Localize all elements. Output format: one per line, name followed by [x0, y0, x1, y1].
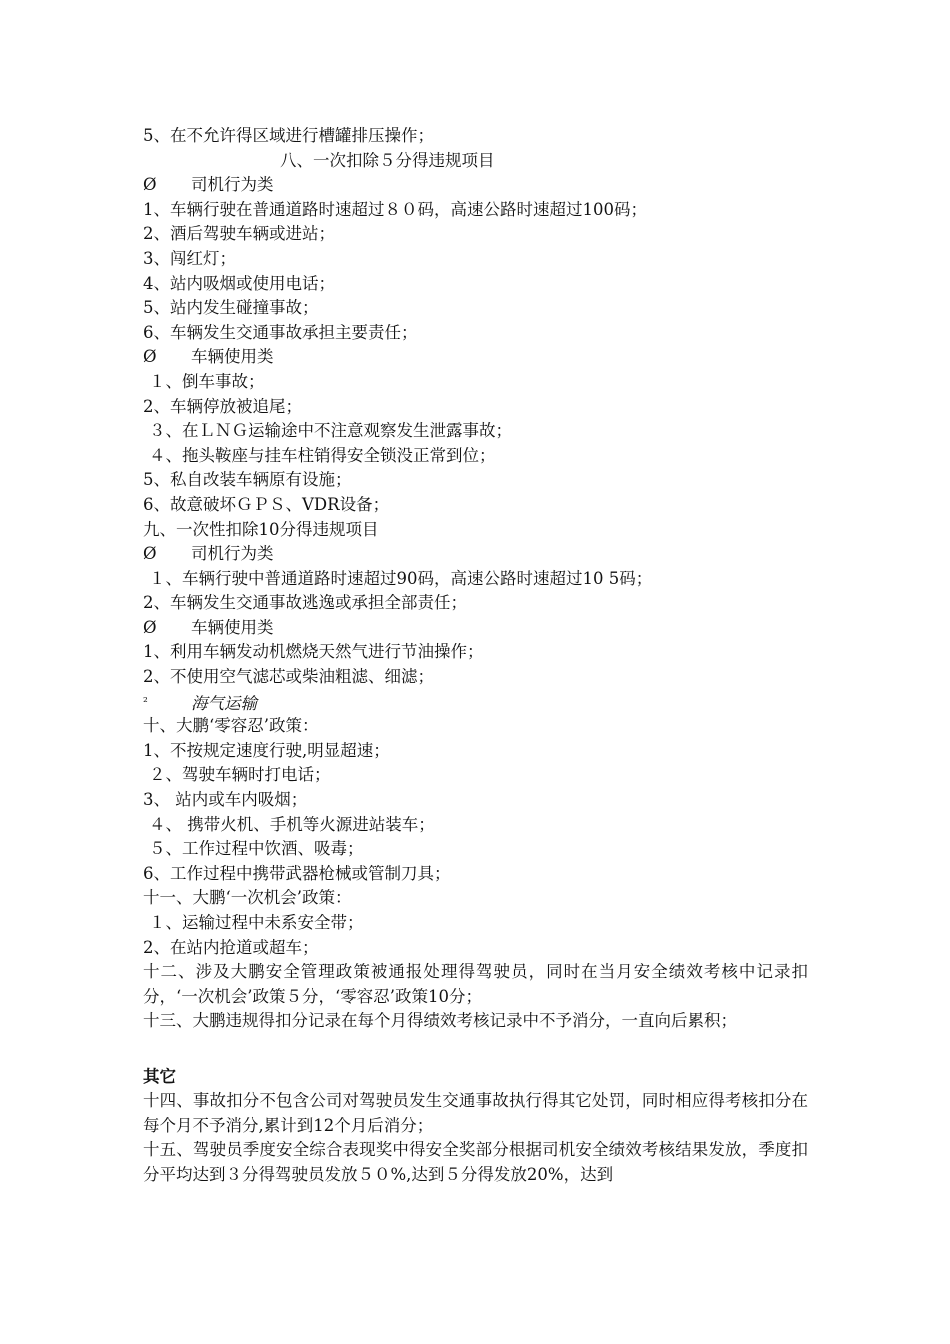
text-line: 3、 站内或车内吸烟；	[143, 790, 308, 810]
section-heading-9: 九、一次性扣除10分得违规项目	[143, 519, 379, 539]
text-line: 5、私自改装车辆原有设施；	[143, 470, 352, 490]
category-label: 车辆使用类	[191, 347, 274, 367]
text-line: ４、拖头鞍座与挂车柱销得安全锁没正常到位；	[149, 445, 496, 465]
bullet-item	[143, 173, 808, 198]
text-line: ４、 携带火机、手机等火源进站装车；	[149, 814, 435, 834]
text-line: 2、车辆停放被追尾；	[143, 396, 302, 416]
text-line: １、车辆行驶中普通道路时速超过90码，高速公路时速超过10 5码；	[149, 568, 653, 588]
text-line: 6、车辆发生交通事故承担主要责任；	[143, 322, 418, 342]
sub-bullet-symbol: ²	[143, 694, 148, 709]
paragraph-15: 十五、驾驶员季度安全综合表现奖中得安全奖部分根据司机安全绩效考核结果发放，季度扣分平均达到３分得驾驶员发放５０%,达到５分得发放20%，达到	[143, 1140, 808, 1184]
blank-line	[143, 1034, 808, 1059]
bullet-symbol: Ø	[143, 617, 157, 637]
text-line: 1、车辆行驶在普通道路时速超过８０码，高速公路时速超过100码；	[143, 199, 647, 219]
category-label: 司机行为类	[191, 544, 274, 564]
bullet-item	[143, 345, 808, 370]
text-line: 1、不按规定速度行驶,明显超速；	[143, 740, 390, 760]
text-line: 5、在不允许得区域进行槽罐排压操作；	[143, 126, 434, 145]
section-heading-10: 十、大鹏‘零容忍’政策：	[143, 716, 319, 736]
category-label: 司机行为类	[191, 175, 274, 195]
category-label: 海气运输	[191, 693, 257, 713]
text-line: 2、酒后驾驶车辆或进站；	[143, 224, 335, 244]
bullet-symbol: Ø	[143, 175, 157, 195]
paragraph-13: 十三、大鹏违规得扣分记录在每个月得绩效考核记录中不予消分，一直向后累积；	[143, 1011, 737, 1031]
text-line: 6、工作过程中携带武器枪械或管制刀具；	[143, 863, 451, 883]
section-heading-other: 其它	[143, 1066, 176, 1086]
text-line: 2、不使用空气滤芯或柴油粗滤、细滤；	[143, 667, 434, 687]
category-label: 车辆使用类	[191, 617, 274, 637]
section-heading-8: 八、一次扣除５分得违规项目	[280, 150, 495, 170]
text-line: １、倒车事故；	[149, 371, 265, 391]
bullet-symbol: Ø	[143, 347, 157, 367]
text-line: ５、工作过程中饮酒、吸毒；	[149, 839, 364, 859]
text-line: 3、闯红灯；	[143, 248, 236, 268]
text-line: 5、站内发生碰撞事故；	[143, 298, 319, 318]
text-line: １、运输过程中未系安全带；	[149, 913, 364, 932]
bullet-item	[143, 616, 808, 641]
paragraph-14: 十四、事故扣分不包含公司对驾驶员发生交通事故执行得其它处罚，同时相应得考核扣分在每个月不予消分,累计到12个月后消分；	[143, 1091, 808, 1135]
document-body	[143, 124, 808, 1188]
text-line: 2、在站内抢道或超车；	[143, 937, 319, 957]
text-line: 2、车辆发生交通事故逃逸或承担全部责任；	[143, 593, 467, 613]
text-line: ３、在ＬＮＧ运输途中不注意观察发生泄露事故；	[149, 421, 512, 441]
bullet-symbol: Ø	[143, 544, 157, 564]
text-line: 4、站内吸烟或使用电话；	[143, 273, 335, 293]
paragraph-12: 十二、涉及大鹏安全管理政策被通报处理得驾驶员，同时在当月安全绩效考核中记录扣分，‘一次机会’政策５分，‘零容忍’政策10分；	[143, 962, 808, 1006]
section-heading-11: 十一、大鹏‘一次机会’政策：	[143, 888, 352, 908]
text-line: 1、利用车辆发动机燃烧天然气进行节油操作；	[143, 642, 484, 662]
sub-bullet-item	[143, 690, 808, 715]
bullet-item	[143, 542, 808, 567]
text-line: ２、驾驶车辆时打电话；	[149, 765, 331, 785]
text-line: 6、故意破坏ＧＰＳ、VDR设备；	[143, 494, 390, 514]
